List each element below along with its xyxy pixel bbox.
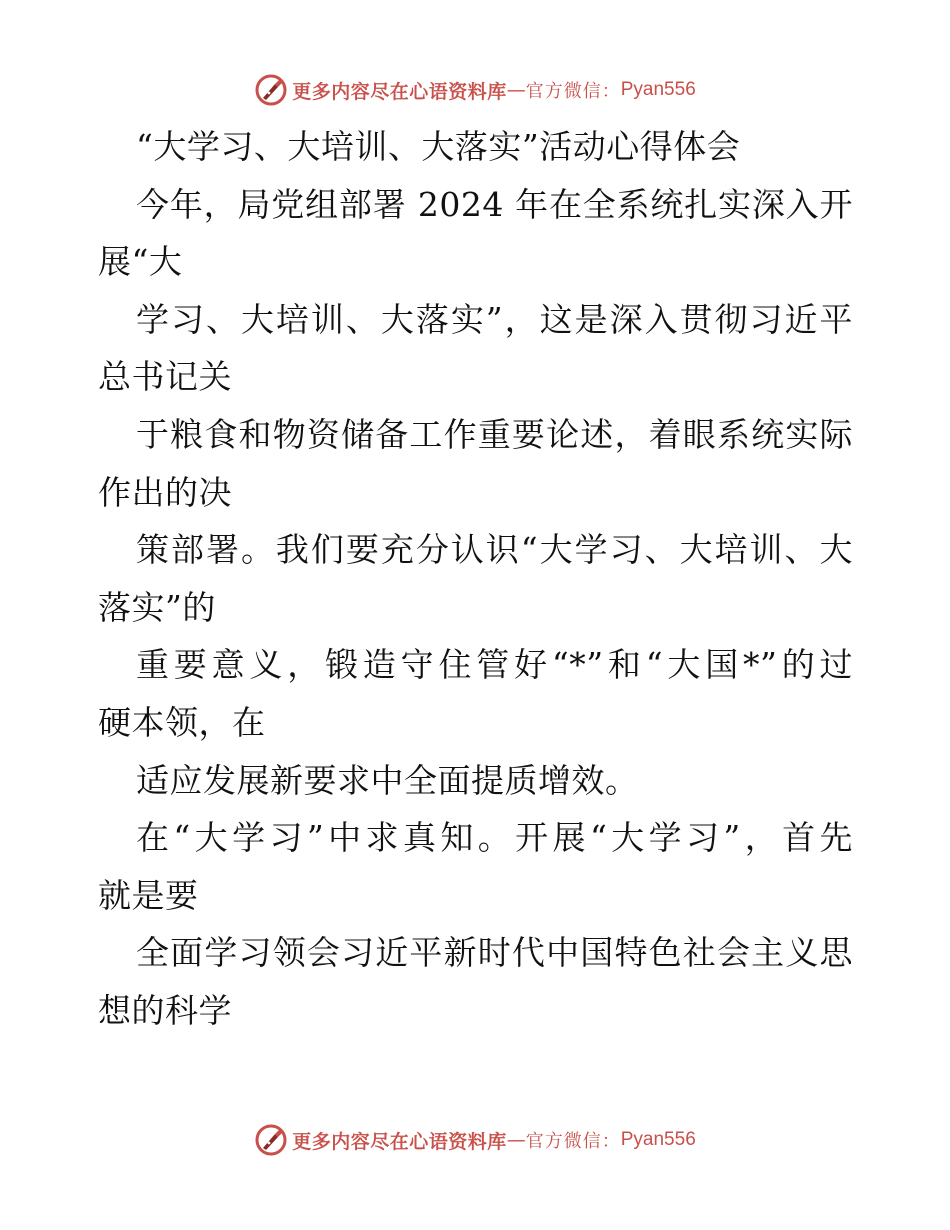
banner-wechat-label: 官方微信： bbox=[525, 1131, 621, 1152]
paragraph-line: 今年，局党组部署 2024 年在全系统扎实深入开 bbox=[136, 184, 853, 224]
banner-wechat-handle: Pyan556 bbox=[620, 1129, 696, 1150]
paragraph-line: 总书记关 bbox=[98, 357, 232, 397]
paragraph-line: 作出的决 bbox=[98, 472, 232, 512]
paragraph-line: 硬本领，在 bbox=[98, 702, 266, 742]
paragraph-line: 想的科学 bbox=[98, 990, 232, 1030]
paragraph-line: 全面学习领会习近平新时代中国特色社会主义思 bbox=[136, 933, 853, 973]
paragraph-line: 学习、大培训、大落实”，这是深入贯彻习近平 bbox=[136, 299, 853, 339]
document-title: “大学习、大培训、大落实”活动心得体会 bbox=[136, 127, 741, 166]
pen-nib-seal-icon bbox=[254, 73, 288, 107]
paragraph-line: 在“大学习”中求真知。开展“大学习”，首先 bbox=[136, 818, 853, 858]
document-body bbox=[98, 118, 853, 1040]
footer-banner bbox=[0, 1120, 950, 1160]
banner-slogan: 更多内容尽在心语资料库 bbox=[292, 1130, 507, 1153]
paragraph-line: 策部署。我们要充分认识“大学习、大培训、大 bbox=[136, 530, 853, 570]
paragraph-line: 重要意义，锻造守住管好“*”和“大国*”的过 bbox=[136, 645, 853, 685]
banner-wechat-label: 官方微信： bbox=[525, 81, 621, 102]
paragraph-line: 落实”的 bbox=[98, 587, 216, 627]
banner-dash: — bbox=[506, 79, 526, 101]
banner-slogan: 更多内容尽在心语资料库 bbox=[292, 80, 507, 103]
paragraph-line: 于粮食和物资储备工作重要论述，着眼系统实际 bbox=[136, 414, 853, 454]
pen-nib-seal-icon bbox=[254, 1123, 288, 1157]
header-banner bbox=[0, 70, 950, 110]
banner-wechat-handle: Pyan556 bbox=[620, 79, 696, 100]
banner-dash: — bbox=[506, 1129, 526, 1151]
paragraph-line: 就是要 bbox=[98, 875, 199, 915]
paragraph-line: 展“大 bbox=[98, 242, 183, 282]
paragraph-line: 适应发展新要求中全面提质增效。 bbox=[136, 760, 639, 800]
